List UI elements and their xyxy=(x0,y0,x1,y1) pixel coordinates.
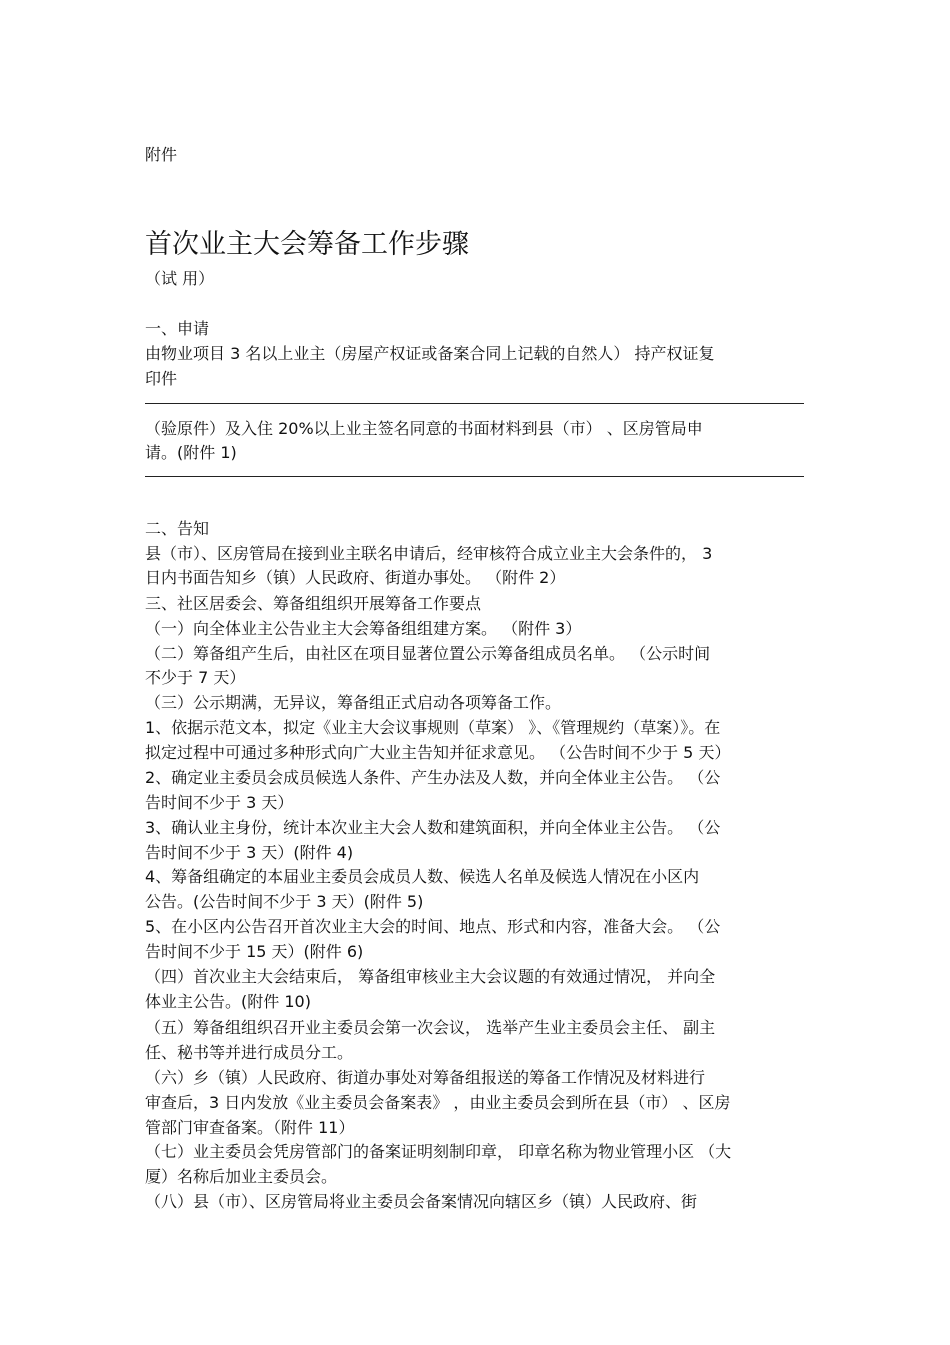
paragraph-line: 厦）名称后加业主委员会。 xyxy=(145,1167,338,1186)
paragraph-line: （二）筹备组产生后，由社区在项目显著位置公示筹备组成员名单。 （公示时间 xyxy=(145,644,711,663)
paragraph-line: （六）乡（镇）人民政府、街道办事处对筹备组报送的筹备工作情况及材料进行 xyxy=(145,1068,706,1087)
paragraph-line: 体业主公告。(附件 10) xyxy=(145,992,311,1011)
paragraph-line: 不少于 7 天） xyxy=(145,668,246,687)
paragraph-line: 公告。(公告时间不少于 3 天）(附件 5) xyxy=(145,892,424,911)
paragraph-line: （四）首次业主大会结束后， 筹备组审核业主大会议题的有效通过情况， 并向全 xyxy=(145,967,716,986)
paragraph-line: （三）公示期满，无异议，筹备组正式启动各项筹备工作。 xyxy=(145,693,562,712)
paragraph-line: 1、依据示范文本，拟定《业主大会议事规则（草案） 》、《管理规约（草案）》。在 xyxy=(145,718,721,737)
section-heading-preparation: 三、社区居委会、筹备组组织开展筹备工作要点 xyxy=(145,594,482,613)
paragraph-line: （七）业主委员会凭房管部门的备案证明刻制印章， 印章名称为物业管理小区 （大 xyxy=(145,1142,732,1161)
divider-line xyxy=(145,403,804,404)
paragraph-line: 任、秘书等并进行成员分工。 xyxy=(145,1043,354,1062)
section-heading-application: 一、申请 xyxy=(145,319,210,338)
paragraph-line: 3、确认业主身份，统计本次业主大会人数和建筑面积，并向全体业主公告。 （公 xyxy=(145,818,721,837)
document-title: 首次业主大会筹备工作步骤 xyxy=(145,229,469,260)
paragraph-line: 5、在小区内公告召开首次业主大会的时间、地点、形式和内容，准备大会。 （公 xyxy=(145,917,721,936)
attachment-label: 附件 xyxy=(145,145,178,164)
paragraph-line: （一）向全体业主公告业主大会筹备组组建方案。 （附件 3） xyxy=(145,619,582,638)
document-subtitle: （试 用） xyxy=(145,269,215,288)
paragraph-line: 告时间不少于 15 天）(附件 6) xyxy=(145,942,364,961)
paragraph-line: 由物业项目 3 名以上业主（房屋产权证或备案合同上记载的自然人） 持产权证复 xyxy=(145,344,715,363)
paragraph-line: 告时间不少于 3 天）(附件 4) xyxy=(145,843,354,862)
divider-line xyxy=(145,476,804,477)
paragraph-line: 4、筹备组确定的本届业主委员会成员人数、候选人名单及候选人情况在小区内 xyxy=(145,867,700,886)
section-heading-notice: 二、告知 xyxy=(145,519,210,538)
paragraph-line: （验原件）及入住 20%以上业主签名同意的书面材料到县（市） 、区房管局申 xyxy=(145,419,703,438)
paragraph-line: 拟定过程中可通过多种形式向广大业主告知并征求意见。 （公告时间不少于 5 天） xyxy=(145,743,731,762)
paragraph-line: 请。(附件 1) xyxy=(145,443,237,462)
paragraph-line: 管部门审查备案。（附件 11） xyxy=(145,1118,355,1137)
paragraph-line: 日内书面告知乡（镇）人民政府、街道办事处。 （附件 2） xyxy=(145,568,566,587)
paragraph-line: 2、确定业主委员会成员候选人条件、产生办法及人数，并向全体业主公告。 （公 xyxy=(145,768,721,787)
paragraph-line: 审查后，3 日内发放《业主委员会备案表》 ，由业主委员会到所在县（市） 、区房 xyxy=(145,1093,731,1112)
paragraph-line: 告时间不少于 3 天） xyxy=(145,793,294,812)
paragraph-line: 印件 xyxy=(145,369,178,388)
paragraph-line: （五）筹备组组织召开业主委员会第一次会议， 选举产生业主委员会主任、 副主 xyxy=(145,1018,716,1037)
paragraph-line: （八）县（市）、区房管局将业主委员会备案情况向辖区乡（镇）人民政府、街 xyxy=(145,1192,698,1211)
paragraph-line: 县（市）、区房管局在接到业主联名申请后，经审核符合成立业主大会条件的， 3 xyxy=(145,544,713,563)
